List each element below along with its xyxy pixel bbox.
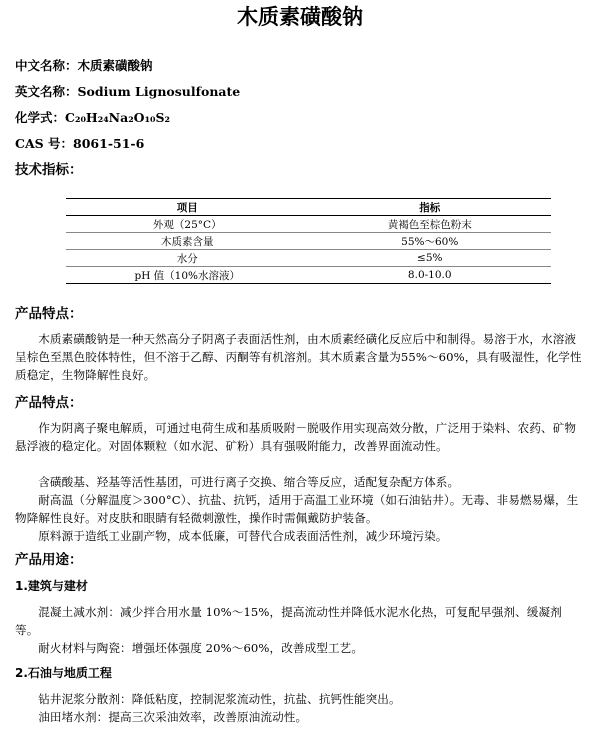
paragraph: 油田堵水剂：提高三次采油效率，改善原油流动性。	[38, 710, 308, 724]
features2-heading: 产品特点：	[15, 395, 83, 411]
field-cn-name	[15, 58, 153, 74]
paragraph: 木质素磺酸钠是一种天然高分子阴离子表面活性剂，由木质素经磺化反应后中和制得。易溶于水，水溶液呈棕色至黑色胶体特性，但不溶于乙醇、丙酮等有机溶剂。其木质素含量为55%～60%，具有吸湿性，化学性质稳定，生物降解性良好。	[15, 332, 582, 382]
field-label: 中文名称：	[15, 58, 78, 73]
table-header-row	[66, 199, 551, 216]
table-row	[66, 250, 551, 267]
paragraph: 混凝土减水剂：减少拌合用水量 10%～15%，提高流动性并降低水泥水化热，可复配早强剂、缓凝剂等。	[15, 605, 562, 637]
column-header: 项目	[66, 199, 309, 216]
field-cas	[15, 136, 144, 152]
features1-heading: 产品特点：	[15, 306, 83, 322]
column-header: 指标	[309, 199, 552, 216]
use-group-title: 2.石油与地质工程	[15, 666, 112, 680]
paragraph: 作为阴离子聚电解质，可通过电荷生成和基质吸附－脱吸作用实现高效分散，广泛用于染料、农药、矿物悬浮液的稳定化。对固体颗粒（如水泥、矿粉）具有强吸附能力，改善界面流动性。	[15, 421, 577, 453]
table-row	[66, 216, 551, 233]
field-label: 化学式：	[15, 110, 66, 125]
field-label: 英文名称：	[15, 84, 78, 99]
spec-heading: 技术指标：	[15, 162, 83, 178]
field-en-name	[15, 84, 240, 100]
table-cell: 55%～60%	[309, 233, 552, 250]
table-cell: 水分	[66, 250, 309, 267]
table-cell: pH 值（10%水溶液）	[66, 267, 309, 284]
table-cell: 8.0-10.0	[309, 267, 552, 284]
table-cell: ≤5%	[309, 250, 552, 267]
paragraph: 原料源于造纸工业副产物，成本低廉，可替代合成表面活性剂，减少环境污染。	[38, 529, 448, 543]
table-row	[66, 233, 551, 250]
paragraph: 耐火材料与陶瓷：增强坯体强度 20%～60%，改善成型工艺。	[38, 641, 364, 655]
field-formula	[15, 110, 170, 126]
spec-table	[66, 198, 551, 284]
field-label: CAS 号：	[15, 136, 74, 151]
table-row	[66, 267, 551, 284]
table-cell: 木质素含量	[66, 233, 309, 250]
paragraph: 含磺酸基、羟基等活性基团，可进行离子交换、缩合等反应，适配复杂配方体系。	[38, 475, 460, 489]
paragraph: 钻井泥浆分散剂：降低粘度，控制泥浆流动性，抗盐、抗钙性能突出。	[38, 692, 401, 706]
field-value: 木质素磺酸钠	[77, 58, 153, 73]
table-cell: 黄褐色至棕色粉末	[309, 216, 552, 233]
field-value: C₂₀H₂₄Na₂O₁₀S₂	[65, 110, 171, 125]
use-group-title: 1.建筑与建材	[15, 579, 88, 593]
field-value: 8061-51-6	[73, 136, 145, 151]
uses-heading: 产品用途：	[15, 552, 83, 568]
field-value: Sodium Lignosulfonate	[77, 84, 241, 99]
table-cell: 外观（25°C）	[66, 216, 309, 233]
paragraph: 耐高温（分解温度＞300°C）、抗盐、抗钙，适用于高温工业环境（如石油钻井）。无毒、非易燃易爆，生物降解性良好。对皮肤和眼睛有轻微刺激性，操作时需佩戴防护装备。	[15, 493, 579, 525]
page-title: 木质素磺酸钠	[237, 5, 363, 29]
